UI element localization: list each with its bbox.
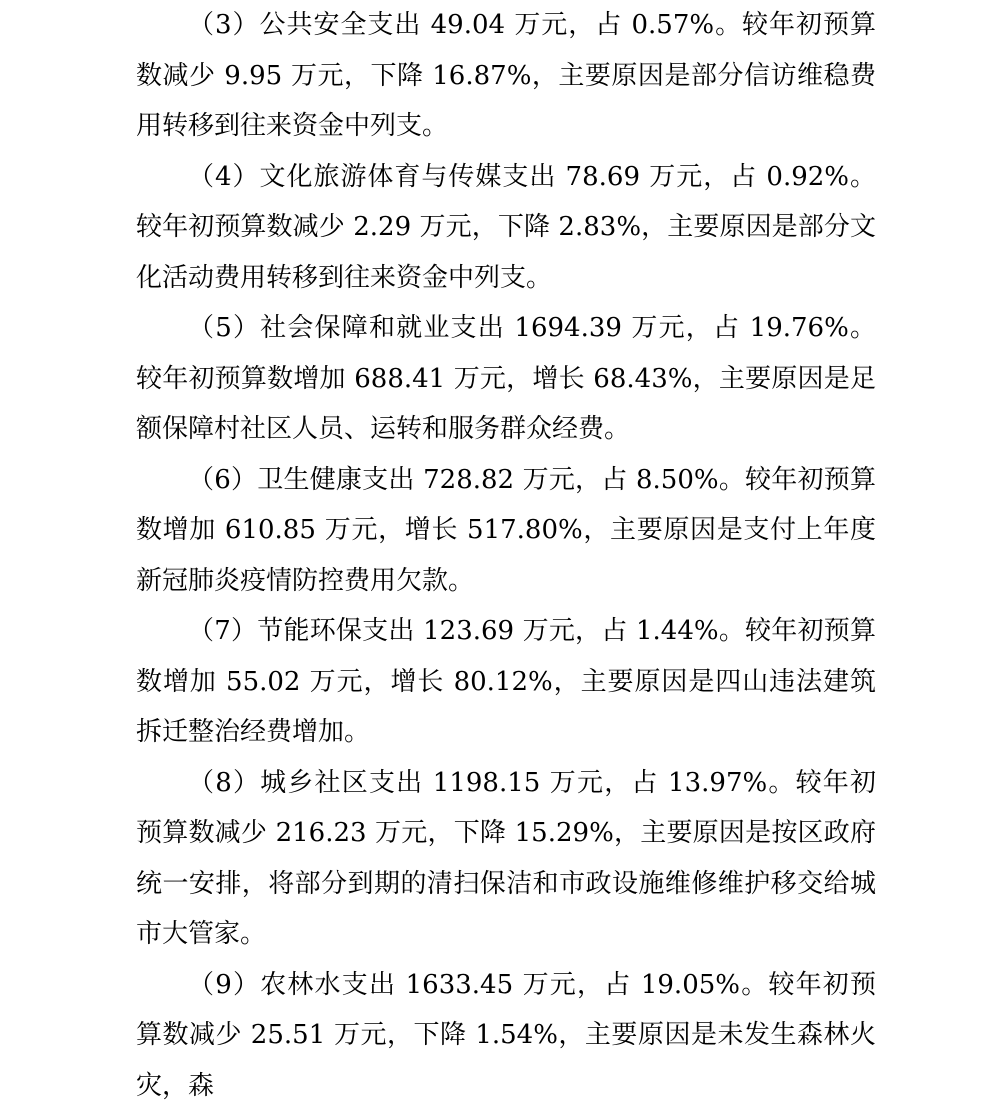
paragraph-public-security: （3）公共安全支出 49.04 万元，占 0.57%。较年初预算数减少 9.95 万元，下降 16.87%，主要原因是部分信访维稳费用转移到往来资金中列支。 <box>136 0 876 152</box>
paragraph-agriculture-forestry-water: （9）农林水支出 1633.45 万元，占 19.05%。较年初预算数减少 25.51 万元，下降 1.54%，主要原因是未发生森林火灾，森 <box>136 960 876 1111</box>
paragraph-culture-tourism: （4）文化旅游体育与传媒支出 78.69 万元，占 0.92%。较年初预算数减少 2.29 万元，下降 2.83%，主要原因是部分文化活动费用转移到往来资金中列支。 <box>136 152 876 304</box>
paragraph-urban-rural-community: （8）城乡社区支出 1198.15 万元，占 13.97%。较年初预算数减少 216.23 万元，下降 15.29%，主要原因是按区政府统一安排，将部分到期的清扫保洁和市政设施维修维护移交给城市大管家。 <box>136 758 876 960</box>
paragraph-social-security: （5）社会保障和就业支出 1694.39 万元，占 19.76%。较年初预算数增加 688.41 万元，增长 68.43%，主要原因是足额保障村社区人员、运转和服务群众经费。 <box>136 303 876 455</box>
paragraph-health: （6）卫生健康支出 728.82 万元，占 8.50%。较年初预算数增加 610.85 万元，增长 517.80%，主要原因是支付上年度新冠肺炎疫情防控费用欠款。 <box>136 455 876 607</box>
paragraph-energy-environment: （7）节能环保支出 123.69 万元，占 1.44%。较年初预算数增加 55.02 万元，增长 80.12%，主要原因是四山违法建筑拆迁整治经费增加。 <box>136 606 876 758</box>
document-body <box>136 0 876 1111</box>
